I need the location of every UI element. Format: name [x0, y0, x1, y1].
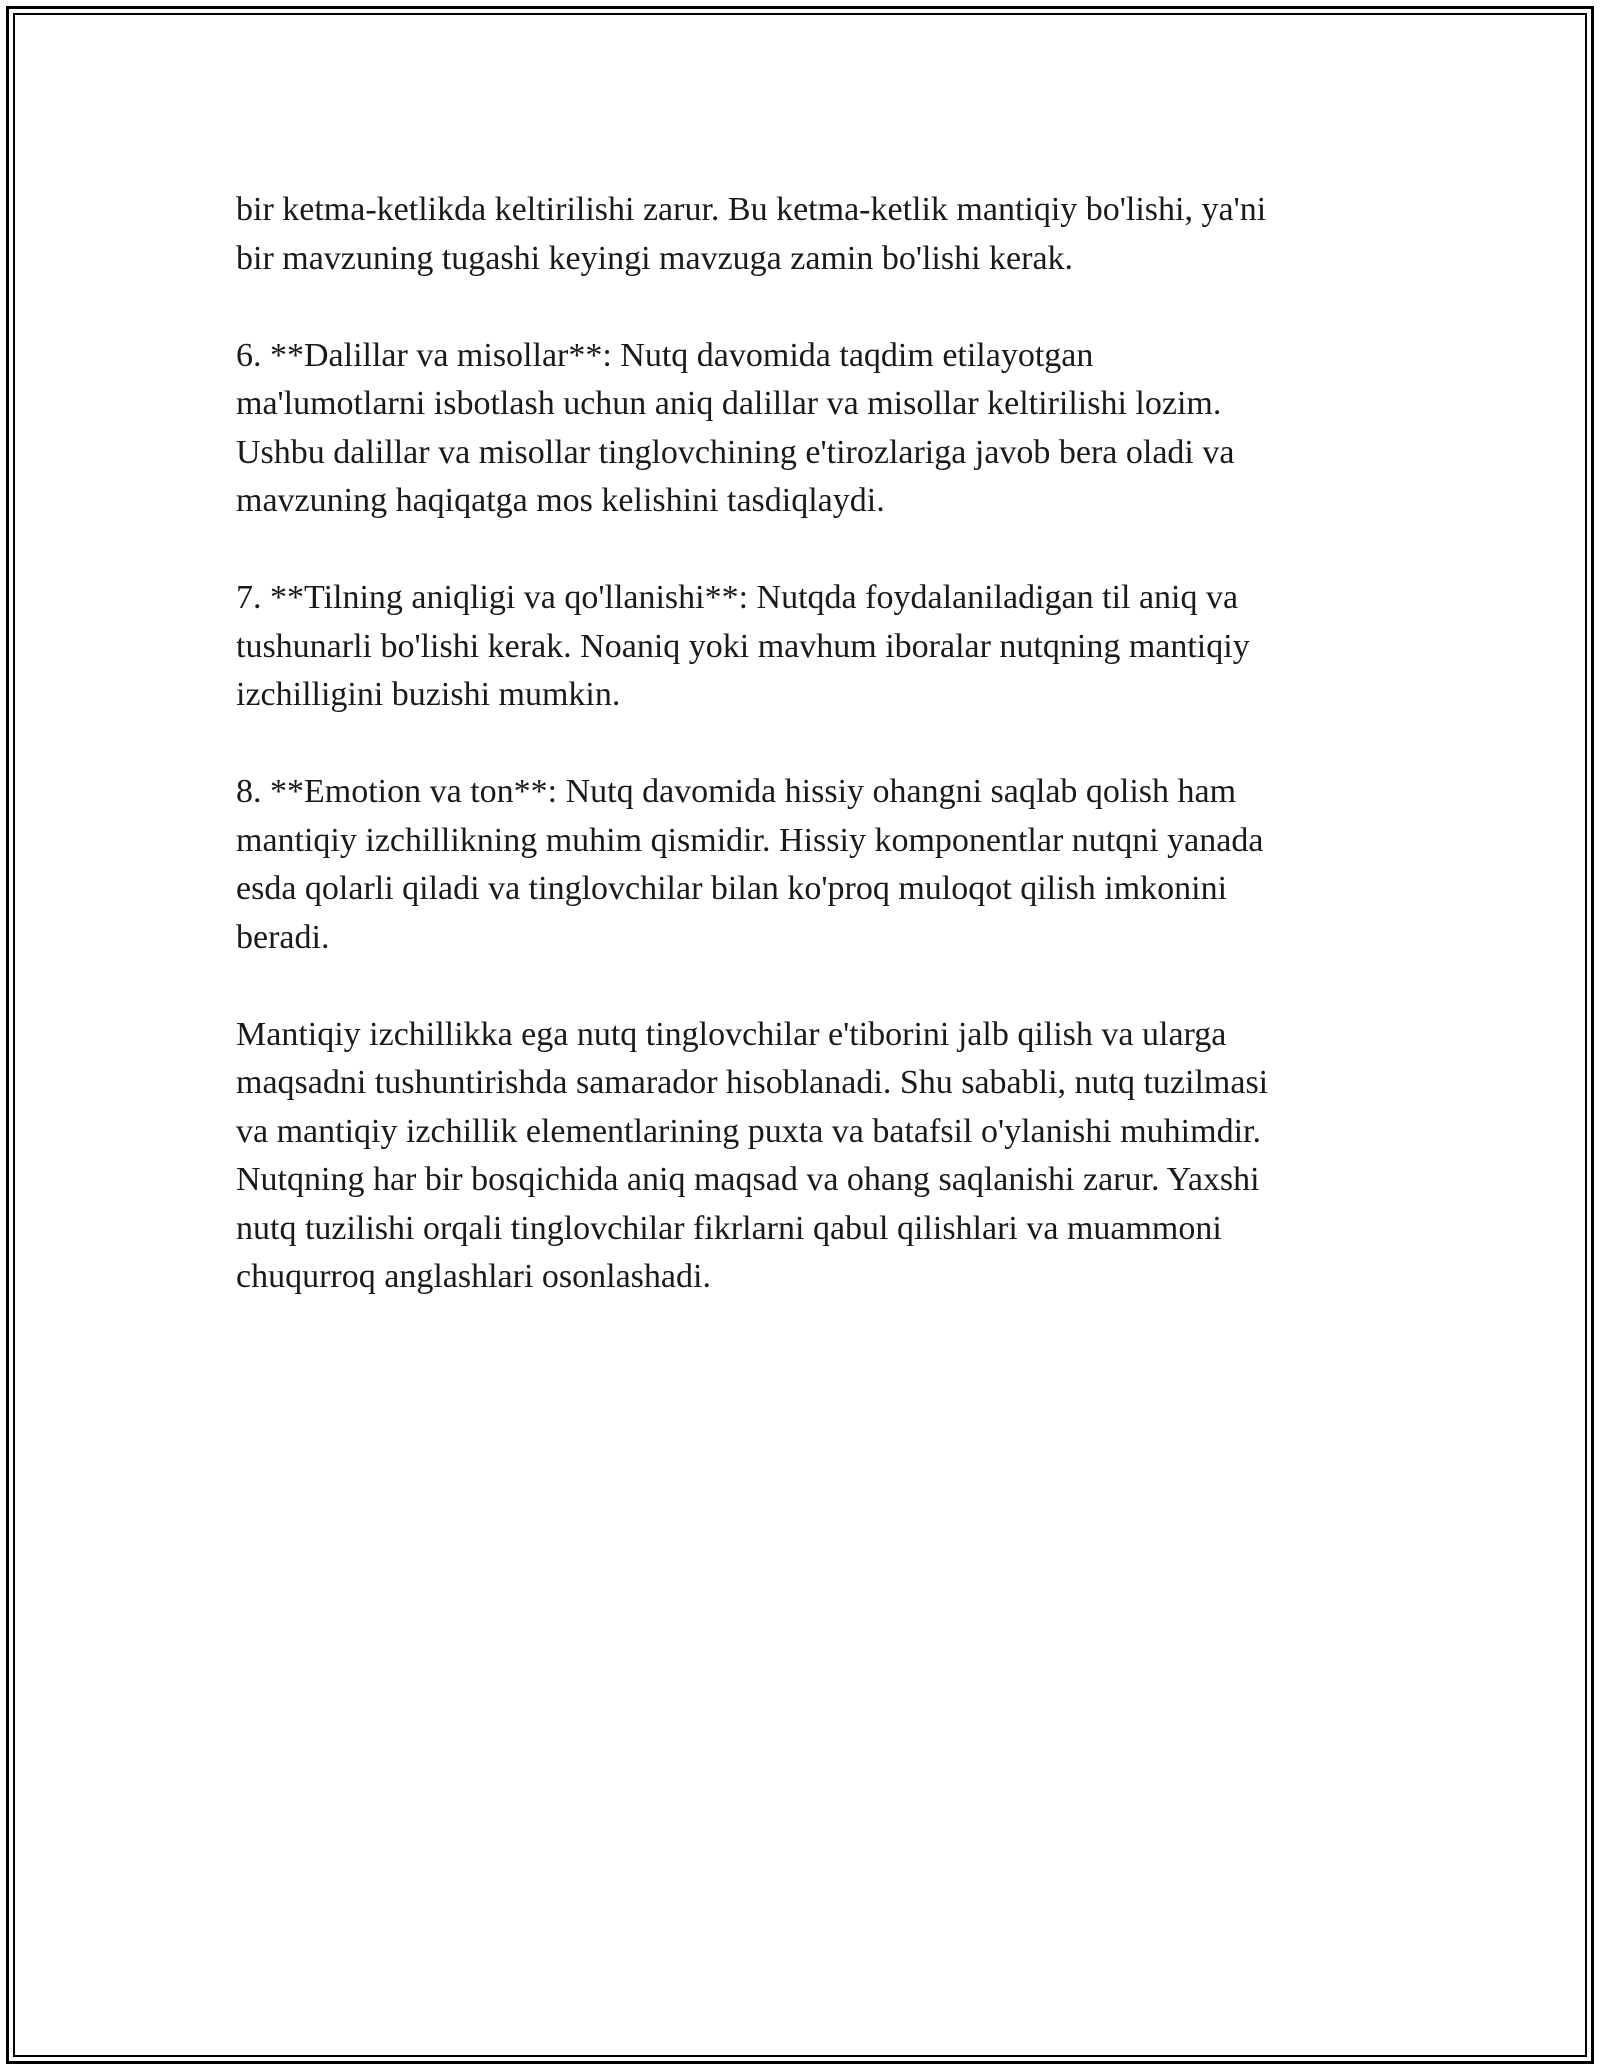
paragraph-conclusion: Mantiqiy izchillikka ega nutq tinglovchilar e'tiborini jalb qilish va ularga maqsadni tushuntirishda samarador hisoblanadi. Shu sababli, nutq tuzilmasi va mantiqiy izchillik elementlarining puxta va batafsil o'ylanishi muhimdir. Nutqning har bir bosqichida aniq maqsad va ohang saqlanishi zarur. Yaxshi nutq tuzilishi orqali tinglovchilar fikrlarni qabul qilishlari va muammoni chuqurroq anglashlari osonlashadi.	[236, 1015, 1269, 1295]
document-body	[236, 186, 1366, 1350]
paragraph-item-7: 7. **Tilning aniqligi va qo'llanishi**: Nutqda foydalaniladigan til aniq va tushunarli bo'lishi kerak. Noaniq yoki mavhum iboralar nutqning mantiqiy izchilligini buzishi mumkin.	[236, 579, 1250, 713]
paragraph-continuation: bir ketma-ketlikda keltirilishi zarur. Bu ketma-ketlik mantiqiy bo'lishi, ya'ni bir mavzuning tugashi keyingi mavzuga zamin bo'lishi kerak.	[236, 191, 1267, 277]
paragraph-item-8: 8. **Emotion va ton**: Nutq davomida hissiy ohangni saqlab qolish ham mantiqiy izchillikning muhim qismidir. Hissiy komponentlar nutqni yanada esda qolarli qiladi va tinglovchilar bilan ko'proq muloqot qilish imkonini beradi.	[236, 773, 1264, 956]
paragraph-item-6: 6. **Dalillar va misollar**: Nutq davomida taqdim etilayotgan ma'lumotlarni isbotlash uchun aniq dalillar va misollar keltirilishi lozim. Ushbu dalillar va misollar tinglovchining e'tirozlariga javob bera oladi va mavzuning haqiqatga mos kelishini tasdiqlaydi.	[236, 336, 1235, 519]
